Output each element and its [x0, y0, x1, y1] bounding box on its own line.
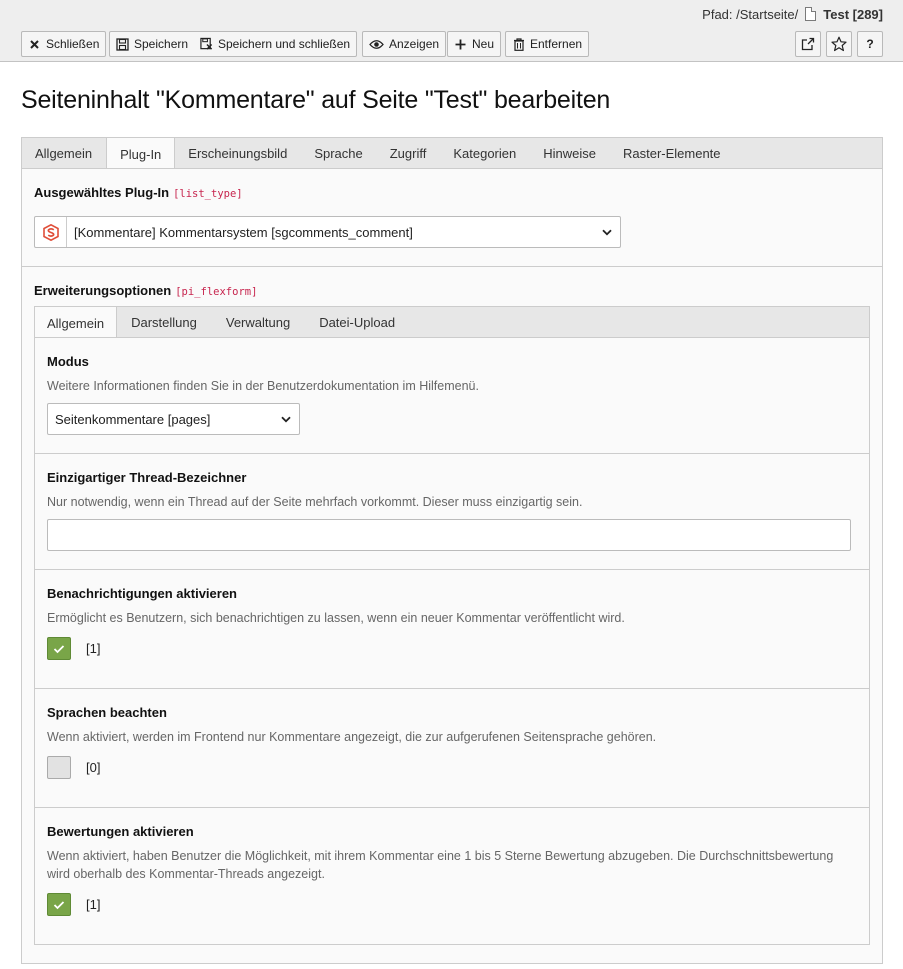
- flexform-label: Erweiterungsoptionen: [34, 283, 172, 298]
- new-label: Neu: [472, 37, 495, 51]
- eye-icon: [369, 38, 384, 51]
- tab-plugin[interactable]: Plug-In: [106, 138, 175, 170]
- path-label: Pfad: /Startseite/: [702, 6, 799, 22]
- tab-raster-elemente[interactable]: Raster-Elemente: [622, 146, 721, 161]
- save-button[interactable]: [109, 31, 195, 57]
- thread-id-input[interactable]: [47, 519, 851, 551]
- notify-description: Ermöglicht es Benutzern, sich benachrichtigen zu lassen, wenn ein neuer Kommentar veröffentlicht wird.: [47, 611, 625, 625]
- main-tabs: [21, 137, 883, 168]
- rating-section: [35, 808, 869, 944]
- plugin-logo-icon: [35, 217, 67, 247]
- mode-select-value: Seitenkommentare [pages]: [55, 411, 211, 427]
- external-link-icon: [801, 37, 815, 51]
- tab-sprache[interactable]: Sprache: [314, 146, 363, 161]
- lang-checkbox-row: [47, 756, 100, 779]
- tab-hinweise[interactable]: Hinweise: [543, 146, 596, 161]
- flexform-field-label: [34, 283, 257, 298]
- section-divider: [22, 266, 882, 267]
- plugin-field-label: [34, 185, 243, 200]
- mode-label: Modus: [47, 354, 89, 369]
- rating-checkbox[interactable]: [47, 893, 71, 916]
- delete-label: Entfernen: [530, 37, 583, 51]
- check-icon: [53, 900, 65, 910]
- rating-checkbox-row: [47, 893, 100, 916]
- help-label: ?: [866, 37, 874, 51]
- trash-icon: [512, 38, 525, 51]
- thread-label: Einzigartiger Thread-Bezeichner: [47, 470, 247, 485]
- close-label: Schließen: [46, 37, 100, 51]
- thread-section: [35, 454, 869, 570]
- save-and-close-button[interactable]: [194, 31, 357, 57]
- delete-button[interactable]: [505, 31, 589, 57]
- rating-description: Wenn aktiviert, haben Benutzer die Möglichkeit, mit ihrem Kommentar eine 1 bis 5 Sterne Bewertung abzugeben. Die Durchschnittsbewertung wird oberhalb des Kommentar-Threads angezeigt.: [47, 849, 834, 881]
- help-button[interactable]: [857, 31, 883, 57]
- open-new-window-button[interactable]: [795, 31, 821, 57]
- star-icon: [831, 36, 847, 52]
- breadcrumb: [702, 6, 883, 22]
- tab-allgemein[interactable]: Allgemein: [35, 146, 93, 161]
- flex-tab-allgemein[interactable]: Allgemein: [35, 307, 117, 339]
- mode-select[interactable]: [47, 403, 300, 435]
- lang-section: [35, 689, 869, 808]
- flexform-tabs: [34, 306, 870, 337]
- plugin-label: Ausgewähltes Plug-In: [34, 185, 170, 200]
- save-label: Speichern: [134, 37, 189, 51]
- lang-label: Sprachen beachten: [47, 705, 167, 720]
- view-button[interactable]: [362, 31, 446, 57]
- plugin-select[interactable]: [34, 216, 621, 248]
- tab-erscheinungsbild[interactable]: Erscheinungsbild: [188, 146, 288, 161]
- notify-label: Benachrichtigungen aktivieren: [47, 586, 237, 601]
- thread-description: Nur notwendig, wenn ein Thread auf der Seite mehrfach vorkommt. Dieser muss einzigartig sein.: [47, 495, 583, 509]
- new-button[interactable]: [447, 31, 501, 57]
- close-button[interactable]: [21, 31, 106, 57]
- plus-icon: [454, 38, 467, 51]
- notify-checkbox-row: [47, 637, 100, 660]
- save-icon: [116, 38, 129, 51]
- close-icon: [28, 38, 41, 51]
- notify-value: [1]: [86, 641, 101, 656]
- flex-tab-verwaltung[interactable]: Verwaltung: [225, 315, 291, 330]
- plugin-select-value: [Kommentare] Kommentarsystem [sgcomments_comment]: [74, 224, 413, 240]
- save-close-icon: [200, 38, 213, 51]
- lang-value: [0]: [86, 760, 101, 775]
- path-page[interactable]: Test [289]: [823, 6, 883, 22]
- mode-section: [35, 338, 869, 454]
- check-icon: [53, 644, 65, 654]
- page-icon: [805, 7, 816, 21]
- lang-checkbox[interactable]: [47, 756, 71, 779]
- rating-label: Bewertungen aktivieren: [47, 824, 194, 839]
- tab-zugriff[interactable]: Zugriff: [389, 146, 427, 161]
- flex-tab-darstellung[interactable]: Darstellung: [131, 315, 197, 330]
- notify-section: [35, 570, 869, 689]
- mode-description: Weitere Informationen finden Sie in der Benutzerdokumentation im Hilfemenü.: [47, 379, 479, 393]
- chevron-down-icon: [598, 229, 616, 236]
- plugin-panel: [21, 168, 883, 964]
- flexform-code: [pi_flexform]: [175, 286, 258, 298]
- view-label: Anzeigen: [389, 37, 440, 51]
- plugin-code: [list_type]: [173, 188, 243, 200]
- flexform-panel: [34, 337, 870, 945]
- tab-kategorien[interactable]: Kategorien: [453, 146, 517, 161]
- rating-value: [1]: [86, 897, 101, 912]
- lang-description: Wenn aktiviert, werden im Frontend nur Kommentare angezeigt, die zur aufgerufenen Seitensprache gehören.: [47, 730, 657, 744]
- docheader: [0, 0, 903, 62]
- save-close-label: Speichern und schließen: [218, 37, 351, 51]
- bookmark-button[interactable]: [826, 31, 852, 57]
- page-title: Seiteninhalt "Kommentare" auf Seite "Test" bearbeiten: [21, 86, 611, 114]
- chevron-down-icon: [277, 416, 295, 423]
- notify-checkbox[interactable]: [47, 637, 71, 660]
- flex-tab-datei-upload[interactable]: Datei-Upload: [319, 315, 396, 330]
